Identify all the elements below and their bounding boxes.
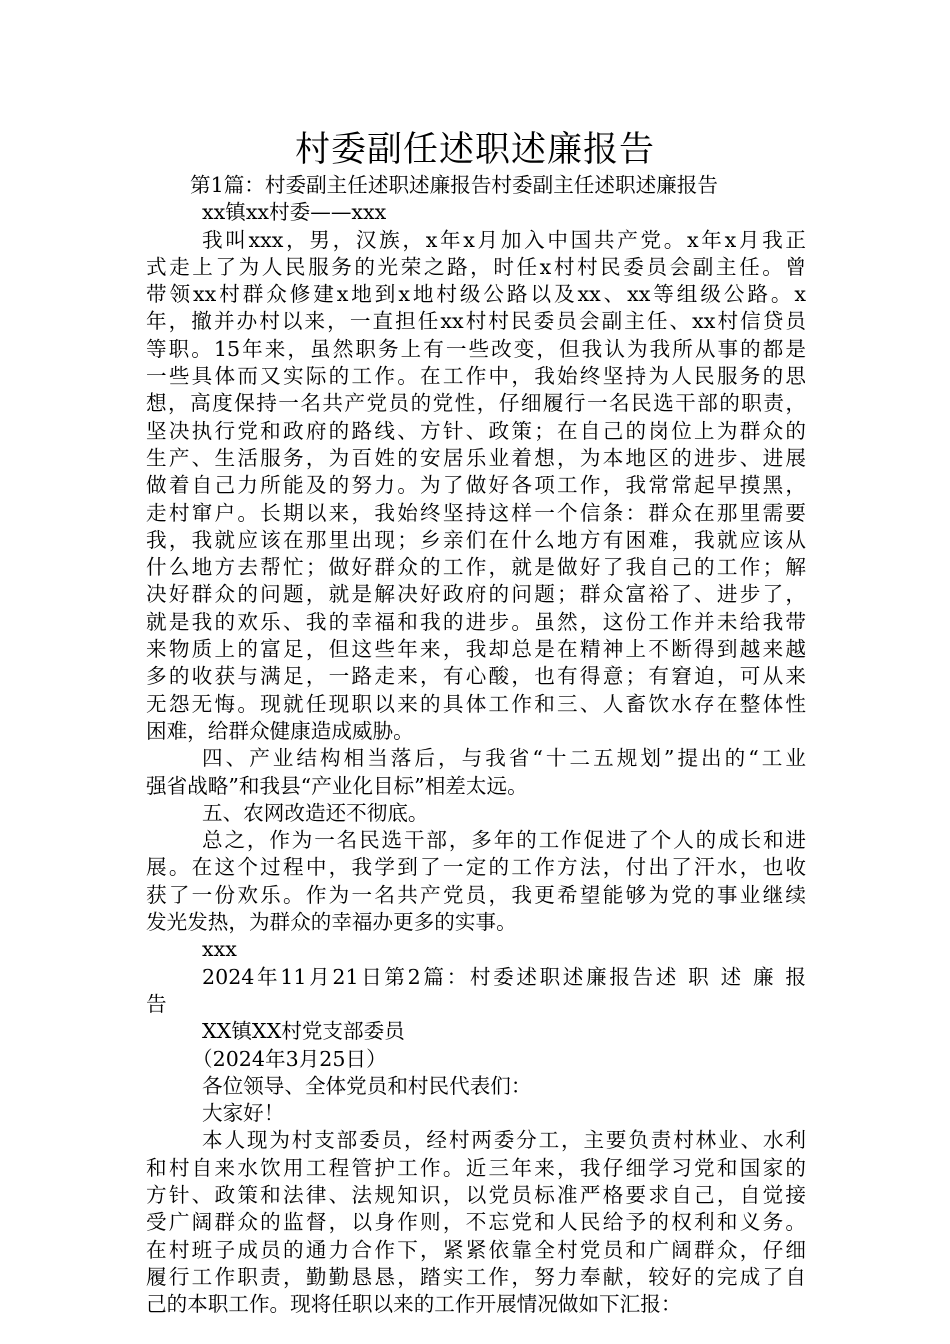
text-line: 发光发热，为群众的幸福办更多的实事。 [146, 910, 517, 935]
text-line: 本人现为村支部委员，经村两委分工，主要负责村林业、水利 [202, 1128, 806, 1153]
text-line: 走村窜户。长期以来，我始终坚持这样一个信条：群众在那里需要 [146, 500, 806, 525]
text-line: 告 [146, 991, 167, 1016]
text-line: 来物质上的富足，但这些年来，我却总是在精神上不断得到越来越 [146, 637, 806, 662]
text-line: 就是我的欢乐、我的幸福和我的进步。虽然，这份工作并未给我带 [146, 609, 806, 634]
text-line: 我，我就应该在那里出现；乡亲们在什么地方有困难，我就应该从 [146, 527, 806, 552]
text-line: 获了一份欢乐。作为一名共产党员，我更希望能够为党的事业继续 [146, 882, 806, 907]
text-line: 2024年11月21日第2篇：村委述职述廉报告述 职 述 廉 报 [202, 964, 806, 989]
text-line: 什么地方去帮忙；做好群众的工作，就是做好了我自己的工作；解 [146, 555, 806, 580]
text-line: xxx [202, 937, 237, 962]
text-line: 大家好！ [202, 1101, 285, 1126]
text-line: 五、农网改造还不彻底。 [202, 800, 429, 825]
text-line: 和村自来水饮用工程管护工作。近三年来，我仔细学习党和国家的 [146, 1155, 806, 1180]
document-title: 村委副任述职述廉报告 [294, 130, 655, 170]
text-line: 强省战略”和我县“产业化目标”相差太远。 [146, 773, 528, 798]
text-line: 想，高度保持一名共产党员的党性，仔细履行一名民选干部的职责， [146, 391, 806, 416]
text-line: 我叫xxx，男，汉族，x年x月加入中国共产党。x年x月我正 [202, 227, 806, 252]
text-line: 多的收获与满足，一路走来，有心酸，也有得意；有窘迫，可从来 [146, 664, 806, 689]
text-line: 方针、政策和法律、法规知识，以党员标准严格要求自己，自觉接 [146, 1182, 806, 1207]
text-line: 在村班子成员的通力合作下，紧紧依靠全村党员和广阔群众，仔细 [146, 1237, 806, 1262]
text-line: 无怨无悔。现就任现职以来的具体工作和三、人畜饮水存在整体性 [146, 691, 806, 716]
text-line: 一些具体而又实际的工作。在工作中，我始终坚持为人民服务的思 [146, 364, 806, 389]
text-line: 带领xx村群众修建x地到x地村级公路以及xx、xx等组级公路。x [146, 282, 806, 307]
text-line: 生产、生活服务，为百姓的安居乐业着想，为本地区的进步、进展 [146, 445, 806, 470]
text-line: XX镇XX村党支部委员 [202, 1019, 405, 1044]
text-line: 受广阔群众的监督，以身作则，不忘党和人民给予的权利和义务。 [146, 1210, 806, 1235]
text-line: 式走上了为人民服务的光荣之路，时任x村村民委员会副主任。曾 [146, 254, 806, 279]
text-line: 展。在这个过程中，我学到了一定的工作方法，付出了汗水，也收 [146, 855, 806, 880]
text-line: 己的本职工作。现将任职以来的工作开展情况做如下汇报： [146, 1292, 682, 1317]
text-line: 履行工作职责，勤勤恳恳，踏实工作，努力奉献，较好的完成了自 [146, 1264, 806, 1289]
text-line: 困难，给群众健康造成威胁。 [146, 718, 414, 743]
text-line: 总之，作为一名民选干部，多年的工作促进了个人的成长和进 [202, 828, 806, 853]
text-line: （2024年3月25日） [192, 1046, 387, 1071]
text-line: 年，撤并办村以来，一直担任xx村村民委员会副主任、xx村信贷员 [146, 309, 806, 334]
text-line: 各位领导、全体党员和村民代表们： [202, 1073, 532, 1098]
text-line: xx镇xx村委——xxx [202, 200, 387, 225]
text-line: 坚决执行党和政府的路线、方针、政策；在自己的岗位上为群众的 [146, 418, 806, 443]
text-line: 决好群众的问题，就是解决好政府的问题；群众富裕了、进步了， [146, 582, 806, 607]
text-line: 四、产业结构相当落后，与我省“十二五规划”提出的“工业 [202, 746, 806, 771]
document-body [146, 172, 806, 1318]
text-line: 第1篇：村委副主任述职述廉报告村委副主任述职述廉报告 [190, 173, 718, 197]
text-line: 等职。15年来，虽然职务上有一些改变，但我认为我所从事的都是 [146, 336, 806, 361]
text-line: 做着自己力所能及的努力。为了做好各项工作，我常常起早摸黑， [146, 473, 806, 498]
